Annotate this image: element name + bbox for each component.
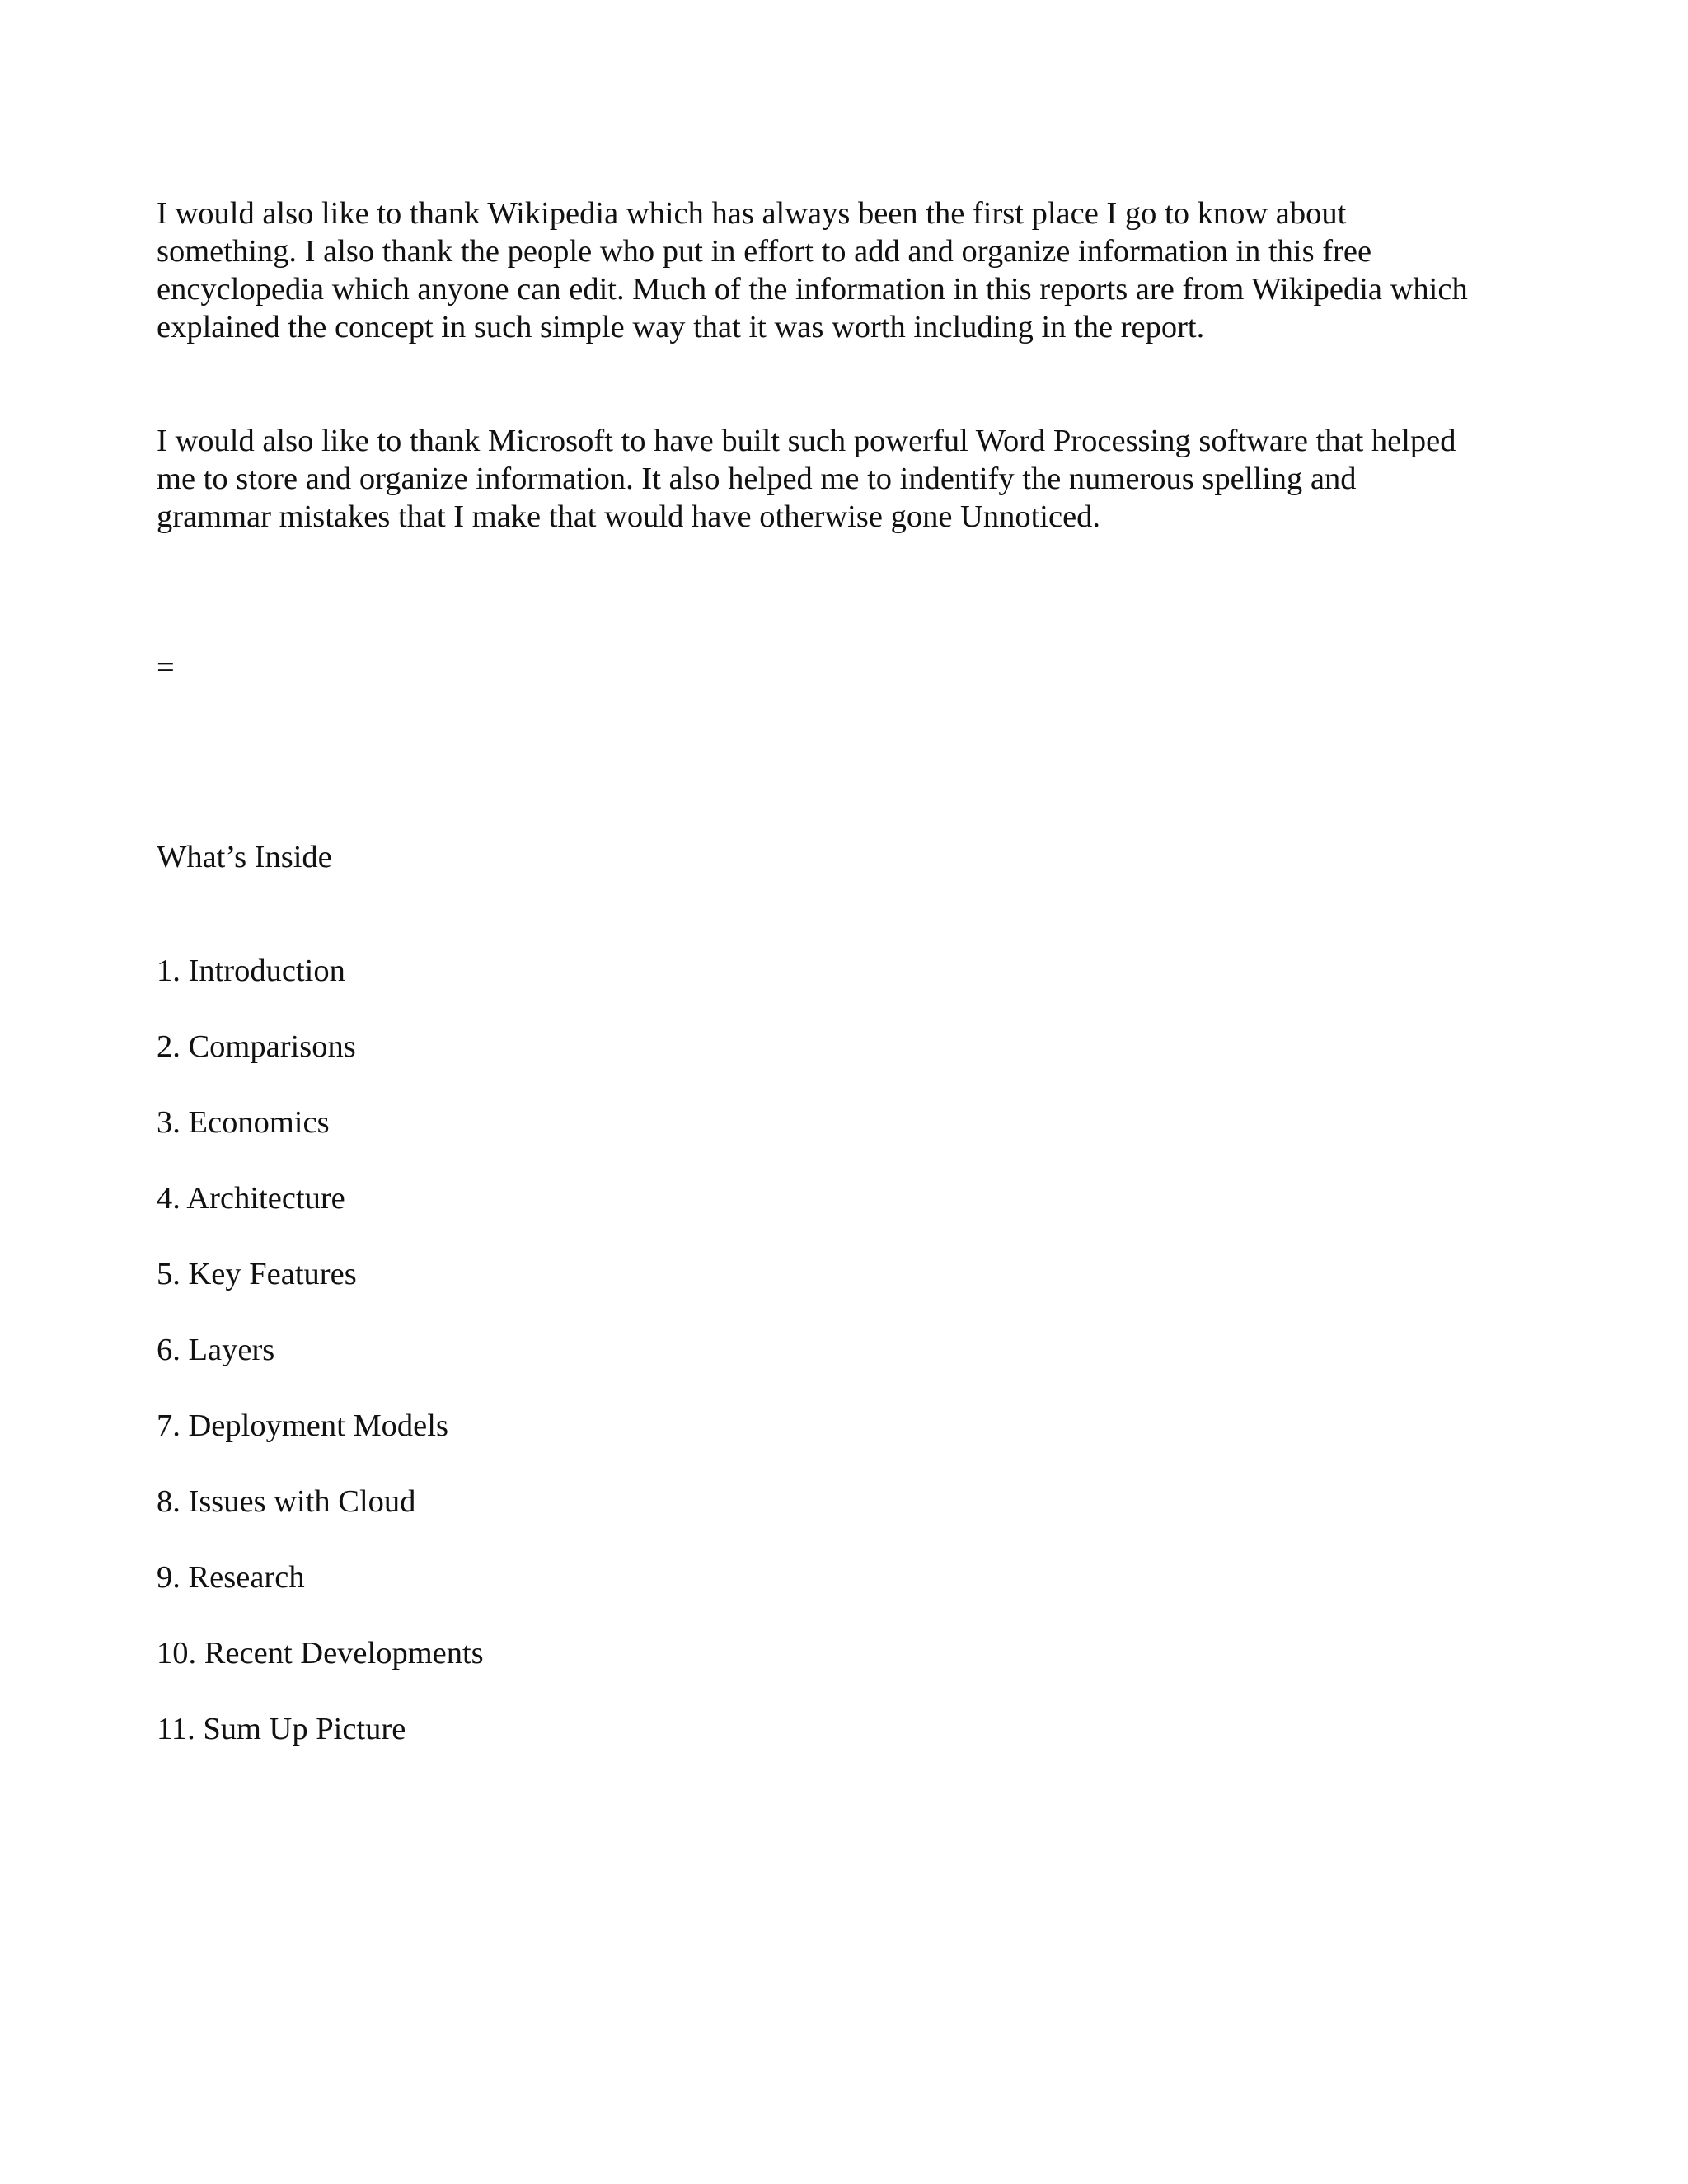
toc-item-recent-developments: 10. Recent Developments [157,1636,484,1671]
toc-item-key-features: 5. Key Features [157,1257,357,1291]
paragraph-line: something. I also thank the people who put in effort to add and organize information in this free [157,234,1372,269]
toc-item-deployment-models: 7. Deployment Models [157,1408,448,1443]
paragraph-line: grammar mistakes that I make that would have otherwise gone Unnoticed. [157,499,1101,534]
toc-item-comparisons: 2. Comparisons [157,1029,356,1064]
toc-item-layers: 6. Layers [157,1333,275,1367]
paragraph-line: I would also like to thank Wikipedia which has always been the first place I go to know about [157,196,1347,231]
toc-item-research: 9. Research [157,1560,305,1595]
paragraph-line: encyclopedia which anyone can edit. Much of the information in this reports are from Wikipedia which [157,272,1468,307]
table-of-contents [157,952,484,1786]
equals-sign: = [157,650,175,685]
paragraph-line: I would also like to thank Microsoft to have built such powerful Word Processing software that helped [157,424,1456,458]
acknowledgement-paragraph-microsoft [157,422,1558,536]
toc-heading: What’s Inside [157,840,332,874]
toc-item-sum-up-picture: 11. Sum Up Picture [157,1712,406,1746]
toc-item-economics: 3. Economics [157,1105,330,1140]
paragraph-line: me to store and organize information. It also helped me to indentify the numerous spelling and [157,462,1357,496]
acknowledgement-paragraph-wikipedia [157,194,1558,346]
toc-item-issues-with-cloud: 8. Issues with Cloud [157,1484,416,1519]
toc-item-architecture: 4. Architecture [157,1181,345,1216]
paragraph-line: explained the concept in such simple way that it was worth including in the report. [157,310,1205,344]
toc-item-introduction: 1. Introduction [157,954,345,988]
